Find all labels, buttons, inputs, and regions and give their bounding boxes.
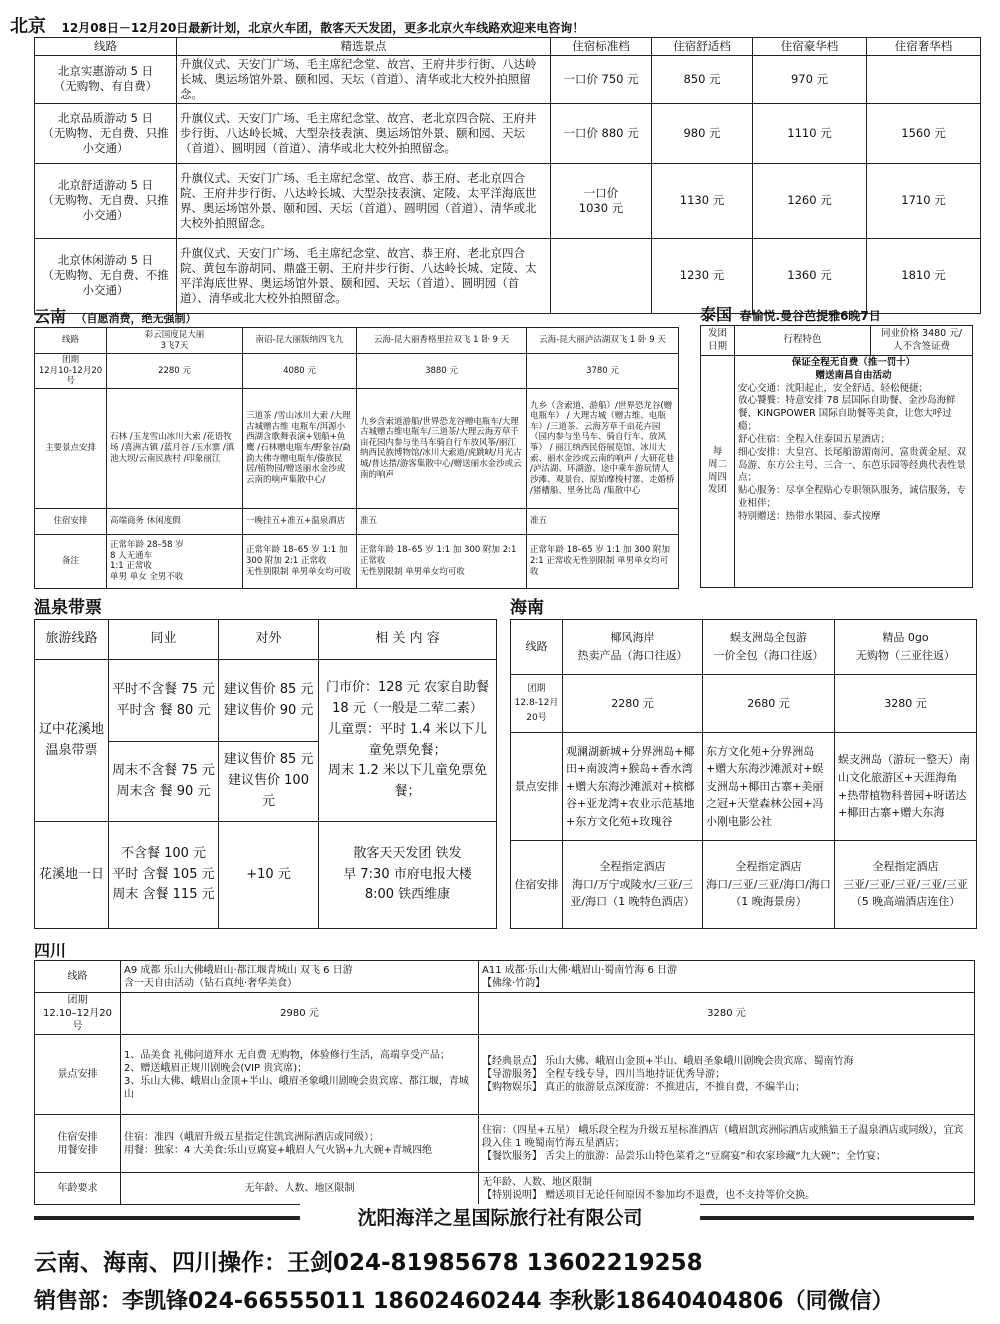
yunnan-price: 3880 元	[357, 354, 527, 389]
hainan-price: 2280 元	[563, 675, 703, 733]
thailand-feature-item: 放心饕餮：特意安排 78 层国际自助餐、金沙岛海鲜餐、KINGPOWER 国际自助餐等美食，让您大呼过瘾；	[738, 395, 956, 433]
thailand-heading	[700, 302, 881, 325]
yunnan-title: 云南	[34, 307, 67, 326]
hotspring-route: 辽中花溪地 温泉带票	[35, 660, 109, 822]
sichuan-table	[34, 960, 975, 1205]
yunnan-header-route-2: 南诏-昆大丽版纳四飞九	[243, 328, 357, 354]
yunnan-stay: 准五	[357, 508, 527, 534]
beijing-subtitle: 12月08日－12月20日最新计划，北京火车团，散客天天发团，更多北京火车线路欢迎来电咨询！	[61, 21, 585, 35]
hotspring-peer-price: 周末不含餐 75 元 周末含 餐 90 元	[109, 742, 219, 822]
yunnan-subtitle: （自愿消费，绝无强制）	[75, 312, 197, 325]
price-luxury: 1110 元	[753, 103, 867, 163]
footer-contact-line-1: 云南、海南、四川操作：王剑024-81985678 13602219258	[34, 1250, 703, 1276]
price-comfort: 980 元	[652, 103, 753, 163]
thailand-title: 泰国	[700, 305, 733, 324]
beijing-header-spots: 精选景点	[177, 38, 551, 56]
hainan-stay: 全程指定酒店 海口/万宁或陵水/三亚/三亚/海口（1 晚特色酒店）	[563, 841, 703, 929]
route-name: 北京休闲游动 5 日 （无购物、无自费、不推小交通）	[35, 238, 177, 313]
beijing-header-comfort: 住宿舒适档	[652, 38, 753, 56]
hotspring-table	[34, 619, 497, 929]
route-name: 北京舒适游动 5 日 （无购物、无自费、只推小交通）	[35, 163, 177, 238]
yunnan-stay: 高端商务 休闲度假	[107, 508, 243, 534]
price-std: 一口价 750 元	[551, 55, 652, 103]
thailand-header-feature: 行程特色	[735, 326, 871, 356]
yunnan-price: 3780 元	[527, 354, 679, 389]
sichuan-age-label: 年龄要求	[35, 1173, 121, 1205]
beijing-table	[34, 37, 981, 314]
hotspring-header-peer: 同业	[109, 620, 219, 660]
beijing-header-route: 线路	[35, 38, 177, 56]
hainan-stay: 全程指定酒店 三亚/三亚/三亚/三亚/三亚 （5 晚高端酒店连住）	[835, 841, 977, 929]
hotspring-public-price: 建议售价 85 元 建议售价 90 元	[219, 660, 319, 742]
beijing-header-luxury: 住宿豪华档	[753, 38, 867, 56]
yunnan-note: 正常年龄 18–65 岁 1:1 加 300 附加 2:1 正常收无性别限制 单男单女均可收	[527, 534, 679, 588]
sichuan-title: 四川	[34, 941, 67, 960]
sichuan-route: A11 成都·乐山大佛·峨眉山·蜀南竹海 6 日游 【佛缘·竹韵】	[479, 961, 975, 993]
price-deluxe	[867, 55, 981, 103]
price-std: 一口价 880 元	[551, 103, 652, 163]
sichuan-spots: 1、品美食 礼佛问道拜水 无自费 无购物，体验修行生活，高端享受产品； 2、赠送峨眉正规川剧晚会(VIP 贵宾席)； 3、乐山大佛、峨眉山金顶+半山、峨眉圣象峨川剧晚会贵宾席、都江堰，青城山	[121, 1035, 479, 1115]
price-luxury: 1360 元	[753, 238, 867, 313]
hainan-dates-label: 团期 12.8-12月20号	[511, 675, 563, 733]
thailand-feature-item: 细心安排：大皇宫、长尾船游湄南河、富贵黄金屋、双岛游、东方公主号、三合一、东芭乐园等经典代表性景点；	[738, 446, 967, 484]
route-spots: 升旗仪式、天安门广场、毛主席纪念堂、故宫、恭王府、老北京四合院、王府井步行街、八达岭长城、大型杂技表演、定陵、太平洋海底世界、奥运场馆外景、颐和园、天坛（首道）、圆明园（首道）、清华或北大校外拍照留念。	[177, 163, 551, 238]
sichuan-route-label: 线路	[35, 961, 121, 993]
yunnan-header-route-1: 彩云国度昆大丽 3飞7天	[107, 328, 243, 354]
hainan-route-label: 线路	[511, 620, 563, 675]
hotspring-header-route: 旅游线路	[35, 620, 109, 660]
hotspring-public-price: +10 元	[219, 822, 319, 929]
yunnan-dates-label: 团期 12月10-12月20号	[35, 354, 107, 389]
hainan-spots: 观澜湖新城+分界洲岛+椰田+南波湾+猴岛+香水湾+赠大东海沙滩派对+槟榔谷+亚龙湾+农业示范基地+东方文化苑+玫瑰谷	[563, 733, 703, 841]
yunnan-spots-label: 主要景点安排	[35, 388, 107, 508]
price-comfort: 1230 元	[652, 238, 753, 313]
thailand-header-price: 同业价格 3480 元/ 人不含签证费	[871, 326, 973, 356]
thailand-feature-item: 舒心住宿：全程入住泰国五星酒店；	[738, 433, 891, 445]
hainan-route: 蜈支洲岛全包游 一价全包（海口往返）	[703, 620, 835, 675]
hotspring-header-content: 相 关 内 容	[319, 620, 497, 660]
sichuan-route: A9 成都 乐山大佛峨眉山·都江堰青城山 双飞 6 日游 含一天自由活动（钻石真纯·奢华美食）	[121, 961, 479, 993]
yunnan-heading	[34, 304, 197, 327]
yunnan-stay-label: 住宿安排	[35, 508, 107, 534]
thailand-date-cell: 每 周二 周四 发团	[701, 356, 735, 588]
hotspring-peer-price: 不含餐 100 元 平时 含餐 105 元 周末 含餐 115 元	[109, 822, 219, 929]
yunnan-header-route-3: 云海-昆大丽香格里拉双飞 1 卧 9 天	[357, 328, 527, 354]
table-row	[35, 163, 981, 238]
hainan-price: 2680 元	[703, 675, 835, 733]
hotspring-content: 门市价：128 元 农家自助餐 18 元（一般是二荤二素） 儿童票：平时 1.4 米以下儿童免票免餐； 周末 1.2 米以下儿童免票免餐；	[319, 660, 497, 822]
hotspring-title: 温泉带票	[34, 598, 102, 618]
hotspring-route: 花溪地一日	[35, 822, 109, 929]
sichuan-price: 3280 元	[479, 993, 975, 1035]
hainan-title: 海南	[510, 598, 544, 618]
price-luxury: 970 元	[753, 55, 867, 103]
yunnan-spots: 石林 /玉龙雪山冰川大索 /花语牧场 /喜洲古镇 /蓝月谷 /玉水寨 /滇池大坝/云南民族村 /印象丽江	[107, 388, 243, 508]
yunnan-header-route: 线路	[35, 328, 107, 354]
yunnan-price: 4080 元	[243, 354, 357, 389]
yunnan-stay: 准五	[527, 508, 679, 534]
beijing-title: 北京	[10, 16, 46, 37]
yunnan-spots: 三道茶 /雪山冰川大索 /大理古城赠古维 电瓶车/洱源小西湖含歌舞表演+划船+鱼鹰 /石林赠电瓶车/野象谷/勐泐大佛寺赠电瓶车/傣族民居/植物园/赠送丽水金沙或云南的响声集散中心/	[243, 388, 357, 508]
price-std: 一口价 1030 元	[551, 163, 652, 238]
beijing-header-deluxe: 住宿奢华档	[867, 38, 981, 56]
thailand-feature-item: 安心交通：沈阳起止，安全舒适、轻松便捷；	[738, 382, 929, 394]
footer-company: 沈阳海洋之星国际旅行社有限公司	[300, 1204, 700, 1232]
yunnan-spots: 九乡含索道游船/世界恐龙谷赠电瓶车/大理古城赠古维电瓶车/三道茶/大理云海芳草千亩花园内参与坐马车骑自行车放风筝/丽江纳西民族博物馆/冰川大索道/虎跳峡/月光古城/普达措/游客集散中心/赠送丽水金沙或云南的响声	[357, 388, 527, 508]
price-deluxe: 1710 元	[867, 163, 981, 238]
hainan-spots: 东方文化苑+分界洲岛+赠大东海沙滩派对+蜈支洲岛+椰田古寨+美丽之冠+天堂森林公园+冯小刚电影公社	[703, 733, 835, 841]
thailand-table	[700, 325, 973, 588]
price-std	[551, 238, 652, 313]
yunnan-note: 正常年龄 18–65 岁 1:1 加 300 附加 2:1 正常收 无性别限制 单男单女均可收	[357, 534, 527, 588]
beijing-heading	[10, 12, 990, 38]
hotspring-peer-price: 平时不含餐 75 元 平时含 餐 80 元	[109, 660, 219, 742]
sichuan-price: 2980 元	[121, 993, 479, 1035]
thailand-feature-item: 贴心服务：尽享全程贴心专职领队服务，诚信服务，专业相伴；	[738, 485, 967, 509]
hotspring-content: 散客天天发团 铁发 早 7:30 市府电报大楼 8:00 铁西维康	[319, 822, 497, 929]
hotspring-public-price: 建议售价 85 元 建议售价 100 元	[219, 742, 319, 822]
thailand-feature-item: 特别赠送：热带水果园、泰式按摩	[738, 510, 881, 522]
hainan-spots: 蜈支洲岛（游玩一整天）南山文化旅游区+天涯海角+热带植物科普园+呀诺达+椰田古寨+赠大东海	[835, 733, 977, 841]
table-row	[35, 103, 981, 163]
beijing-header-std: 住宿标准档	[551, 38, 652, 56]
hainan-spots-label: 景点安排	[511, 733, 563, 841]
yunnan-spots: 九乡（含索道、游船）/世界恐龙谷(赠电瓶车） / 大理古城（赠古维、电瓶车）/三道茶、云海芳草千亩花卉园（园内参与坐马车、骑自行车、放风筝） / 丽江纳西民俗展览馆、冰川大索、丽水金沙或云南的响声 / 大研花巷 /泸沽湖、环湖游、途中乘车游玩情人沙滩、观景台、原始摩梭村寨、走婚桥 /猪槽船、里务比岛 /集散中心	[527, 388, 679, 508]
yunnan-note-label: 备注	[35, 534, 107, 588]
hainan-table	[510, 619, 977, 929]
route-spots: 升旗仪式、天安门广场、毛主席纪念堂、故宫、王府井步行街、八达岭长城、奥运场馆外景、颐和园、天坛（首道）、清华或北大校外拍照留念。	[177, 55, 551, 103]
route-name: 北京实惠游动 5 日 （无购物、有自费）	[35, 55, 177, 103]
thailand-header-date: 发团 日期	[701, 326, 735, 356]
table-row	[35, 55, 981, 103]
hainan-route: 椰风海岸 热卖产品（海口往返）	[563, 620, 703, 675]
yunnan-stay: 一晚挂五+准五+温泉酒店	[243, 508, 357, 534]
yunnan-note: 正常年龄 18–65 岁 1:1 加 300 附加 2:1 正常收 无性别限制 单男单女均可收	[243, 534, 357, 588]
yunnan-note: 正常年龄 28–58 岁 8 人无通车 1:1 正常收 单男 单女 全男不收	[107, 534, 243, 588]
footer-contact-line-2: 销售部：李凯锋024-66555011 18602460244 李秋影18640404806（同微信）	[34, 1289, 894, 1314]
yunnan-header-route-4: 云海-昆大丽泸沽湖双飞 1 卧 9 天	[527, 328, 679, 354]
thailand-feature-head: 保证全程无自费（推一罚十） 赠送南昌自由活动	[791, 357, 916, 381]
price-deluxe: 1810 元	[867, 238, 981, 313]
sichuan-stay: 住宿：准四（峨眉升级五星指定住凯宾洲际酒店或同级）； 用餐：独家：4 大美食:乐山豆腐宴+峨眉人气火锅+九大碗+青城四绝	[121, 1115, 479, 1173]
sichuan-age: 无年龄、人数、地区限制 【特别说明】 赠送项目无论任何原因不参加均不退费，也不支持等价交换。	[479, 1173, 975, 1205]
hainan-price: 3280 元	[835, 675, 977, 733]
yunnan-table	[34, 327, 679, 589]
thailand-subtitle: 春愉悦.曼谷芭提雅6晚7日	[739, 309, 881, 323]
sichuan-spots: 【经典景点】 乐山大佛、峨眉山金顶+半山、峨眉圣象峨川剧晚会贵宾席、蜀南竹海 【导游服务】 全程专线专导，四川当地持证优秀导游； 【购物娱乐】 真正的旅游景点深度游：不推进店，不推自费，不编半山；	[479, 1035, 975, 1115]
sichuan-stay: 住宿：（四星+五星） 峨乐段全程为升级五星标准酒店（峨眉凯宾洲际酒店或熊猫王子温泉酒店或同级），宜宾段入住 1 晚蜀南竹海五星酒店； 【餐饮服务】 舌尖上的旅游：品尝乐山特色菜肴之“豆腐宴”和农家珍藏“九大碗”；全竹宴；	[479, 1115, 975, 1173]
price-comfort: 850 元	[652, 55, 753, 103]
route-spots: 升旗仪式、天安门广场、毛主席纪念堂、故宫、恭王府、老北京四合院、黄包车游胡同、鼎盛王朝、王府井步行街、八达岭长城、定陵、太平洋海底世界、奥运场馆外景、颐和园、天坛（首道）、圆明园（首道）、清华或北大校外拍照留念。	[177, 238, 551, 313]
hainan-route: 精品 0go 无购物（三亚往返）	[835, 620, 977, 675]
hotspring-header-public: 对外	[219, 620, 319, 660]
sichuan-stay-label: 住宿安排 用餐安排	[35, 1115, 121, 1173]
yunnan-price: 2280 元	[107, 354, 243, 389]
sichuan-spots-label: 景点安排	[35, 1035, 121, 1115]
route-spots: 升旗仪式、天安门广场、毛主席纪念堂、故宫、老北京四合院、王府井步行街、八达岭长城、大型杂技表演、奥运场馆外景、颐和园、天坛（首道）、圆明园（首道）、清华或北大校外拍照留念。	[177, 103, 551, 163]
hainan-stay: 全程指定酒店 海口/三亚/三亚/海口/海口 （1 晚海景房）	[703, 841, 835, 929]
route-name: 北京品质游动 5 日 （无购物、无自费、只推小交通）	[35, 103, 177, 163]
price-luxury: 1260 元	[753, 163, 867, 238]
price-deluxe: 1560 元	[867, 103, 981, 163]
sichuan-age: 无年龄、人数、地区限制	[121, 1173, 479, 1205]
price-comfort: 1130 元	[652, 163, 753, 238]
sichuan-dates-label: 团期 12.10–12月20号	[35, 993, 121, 1035]
hainan-stay-label: 住宿安排	[511, 841, 563, 929]
thailand-features	[735, 356, 973, 588]
